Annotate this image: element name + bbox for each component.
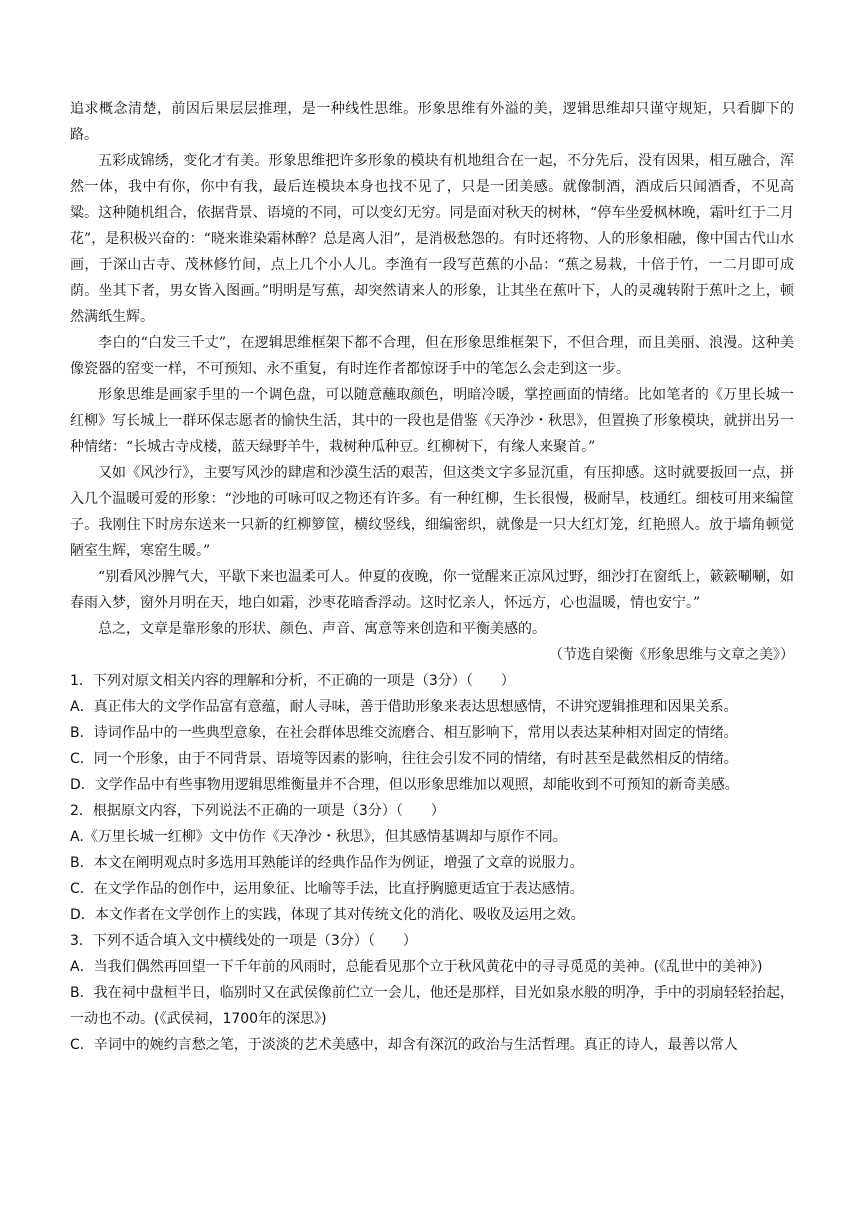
question-3 <box>70 928 794 1058</box>
passage-paragraph: 又如《风沙行》，主要写风沙的肆虐和沙漠生活的艰苦，但这类文字多显沉重，有压抑感。这时就要扳回一点，拼入几个温暖可爱的形象：“沙地的可咏可叹之物还有许多。有一种红柳，生长很慢，极耐旱，枝通红。细枝可用来编筐子。我刚住下时房东送来一只新的红柳箩筐，横纹竖线，细编密织，就像是一只大红灯笼，红艳照人。放于墙角顿觉陋室生辉，寒窑生暖。” <box>70 465 794 559</box>
question-stem: 3．下列不适合填入文中横线处的一项是（3分）（ ） <box>70 933 417 949</box>
passage-paragraph: 李白的“白发三千丈”，在逻辑思维框架下都不合理，但在形象思维框架下，不但合理，而且美丽、浪漫。这种美像瓷器的窑变一样，不可预知、永不重复，有时连作者都惊讶手中的笔怎么会走到这一步。 <box>70 335 794 377</box>
option-c: C．辛词中的婉约言愁之笔，于淡淡的艺术美感中，却含有深沉的政治与生活哲理。真正的诗人，最善以常人 <box>70 1037 738 1053</box>
option-a: A．当我们偶然再回望一下千年前的风雨时，总能看见那个立于秋风黄花中的寻寻觅觅的美神。(《乱世中的美神》) <box>70 959 763 975</box>
option-a: A.《万里长城一红柳》文中仿作《天净沙・秋思》，但其感情基调却与原作不同。 <box>70 829 567 845</box>
option-d: D．文学作品中有些事物用逻辑思维衡量并不合理，但以形象思维加以观照，却能收到不可预知的新奇美感。 <box>70 777 739 793</box>
option-b: B．我在祠中盘桓半日，临别时又在武侯像前伫立一会儿，他还是那样，目光如泉水般的明净，手中的羽扇轻轻抬起，一动也不动。(《武侯祠，1700年的深思》) <box>70 985 794 1027</box>
option-b: B．本文在阐明观点时多选用耳熟能详的经典作品作为例证，增强了文章的说服力。 <box>70 855 584 871</box>
passage-paragraph: 总之，文章是靠形象的形状、颜色、声音、寓意等来创造和平衡美感的。 <box>98 621 546 637</box>
option-a: A．真正伟大的文学作品富有意蕴，耐人寻味，善于借助形象来表达思想感情，不讲究逻辑推理和因果关系。 <box>70 699 738 715</box>
option-c: C．在文学作品的创作中，运用象征、比喻等手法，比直抒胸臆更适宜于表达感情。 <box>70 881 584 897</box>
question-1 <box>70 668 794 798</box>
passage-paragraph: 五彩成锦绣，变化才有美。形象思维把许多形象的模块有机地组合在一起，不分先后，没有因果，相互融合，浑然一体，我中有你，你中有我，最后连模块本身也找不见了，只是一团美感。就像制酒，酒成后只闻酒香，不见高粱。这种随机组合，依据背景、语境的不同，可以变幻无穷。同是面对秋天的树林，“停车坐爱枫林晚，霜叶红于二月花”，是积极兴奋的：“晓来谁染霜林醉？总是离人泪”，是消极愁怨的。有时还将物、人的形象相融，像中国古代山水画，于深山古寺、茂林修竹间，点上几个小人儿。李渔有一段写芭蕉的小品：“蕉之易栽，十倍于竹，一二月即可成荫。坐其下者，男女皆入图画。”明明是写蕉，却突然请来人的形象，让其坐在蕉叶下，人的灵魂转附于蕉叶之上，顿然满纸生辉。 <box>70 153 794 325</box>
question-2 <box>70 798 794 928</box>
question-stem: 1．下列对原文相关内容的理解和分析，不正确的一项是（3分）（ ） <box>70 673 515 689</box>
option-b: B．诗词作品中的一些典型意象，在社会群体思维交流磨合、相互影响下，常用以表达某种相对固定的情绪。 <box>70 725 738 741</box>
document-page <box>70 96 794 1058</box>
passage-paragraph: 形象思维是画家手里的一个调色盘，可以随意蘸取颜色，明暗冷暖，掌控画面的情绪。比如笔者的《万里长城一红柳》写长城上一群环保志愿者的愉快生活，其中的一段也是借鉴《天净沙・秋思》，但置换了形象模块，就拼出另一种情绪：“长城古寺戍楼，蓝天绿野羊牛，栽树种瓜种豆。红柳树下，有缘人来聚首。” <box>70 387 794 455</box>
passage-source: （节选自梁衡《形象思维与文章之美》） <box>549 647 794 663</box>
passage-paragraph: “别看风沙脾气大，平歇下来也温柔可人。仲夏的夜晚，你一觉醒来正凉风过野，细沙打在窗纸上，簌簌唰唰，如春雨入梦，窗外月明在天，地白如霜，沙枣花暗香浮动。这时忆亲人，怀远方，心也温暖，情也安宁。” <box>70 569 794 611</box>
passage-paragraph: 追求概念清楚，前因后果层层推理，是一种线性思维。形象思维有外溢的美，逻辑思维却只谨守规矩，只看脚下的路。 <box>70 101 794 143</box>
option-d: D．本文作者在文学创作上的实践，体现了其对传统文化的消化、吸收及运用之效。 <box>70 907 585 923</box>
option-c: C．同一个形象，由于不同背景、语境等因素的影响，往往会引发不同的情绪，有时甚至是截然相反的情绪。 <box>70 751 738 767</box>
question-stem: 2．根据原文内容，下列说法不正确的一项是（3分）（ ） <box>70 803 445 819</box>
